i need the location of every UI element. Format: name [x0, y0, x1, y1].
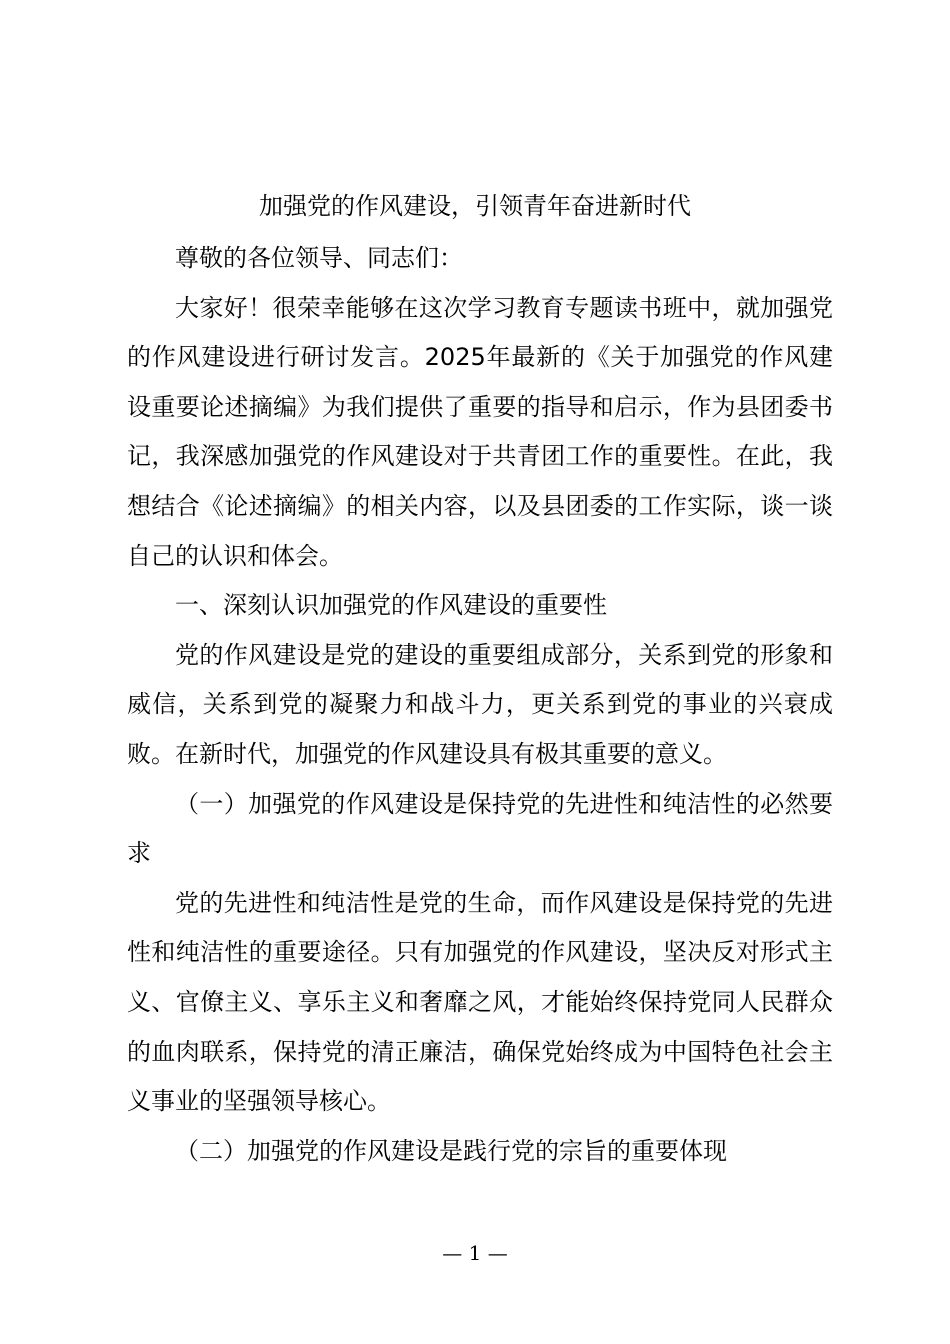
document-body — [127, 234, 833, 1176]
page-number: — 1 — — [442, 1241, 508, 1265]
body-paragraph: 党的先进性和纯洁性是党的生命，而作风建设是保持党的先进性和纯洁性的重要途径。只有加强党的作风建设，坚决反对形式主义、官僚主义、享乐主义和奢靡之风，才能始终保持党同人民群众的血肉联系，保持党的清正廉洁，确保党始终成为中国特色社会主义事业的坚强领导核心。 — [127, 888, 833, 1116]
salutation-paragraph: 尊敬的各位领导、同志们： — [175, 244, 463, 272]
intro-paragraph: 大家好！很荣幸能够在这次学习教育专题读书班中，就加强党的作风建设进行研讨发言。2025年最新的《关于加强党的作风建设重要论述摘编》为我们提供了重要的指导和启示，作为县团委书记，我深感加强党的作风建设对于共青团工作的重要性。在此，我想结合《论述摘编》的相关内容，以及县团委的工作实际，谈一谈自己的认识和体会。 — [127, 293, 833, 570]
subsection-heading-2: （二）加强党的作风建设是践行党的宗旨的重要体现 — [175, 1136, 727, 1165]
document-title: 加强党的作风建设，引领青年奋进新时代 — [259, 192, 691, 220]
body-paragraph: 党的作风建设是党的建设的重要组成部分，关系到党的形象和威信，关系到党的凝聚力和战斗力，更关系到党的事业的兴衰成败。在新时代，加强党的作风建设具有极其重要的意义。 — [127, 640, 833, 768]
section-heading-1: 一、深刻认识加强党的作风建设的重要性 — [175, 591, 607, 620]
subsection-heading-1: （一）加强党的作风建设是保持党的先进性和纯洁性的必然要求 — [127, 789, 833, 868]
